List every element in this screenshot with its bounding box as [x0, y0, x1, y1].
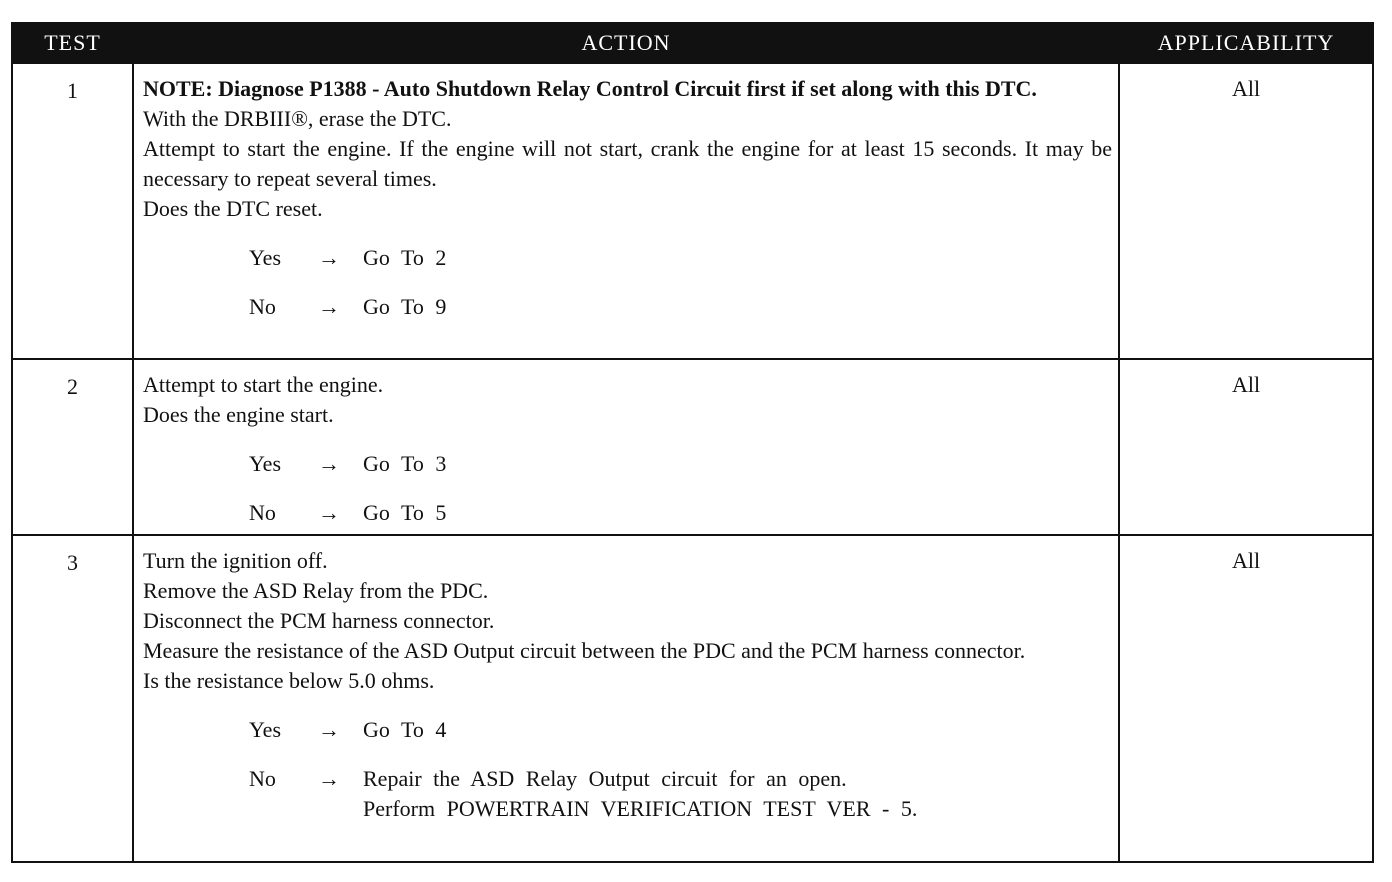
header-applicability: APPLICABILITY [1119, 23, 1373, 63]
action-line: Remove the ASD Relay from the PDC. [143, 578, 489, 603]
branch-answer: No [249, 500, 276, 525]
header-action: ACTION [133, 23, 1119, 63]
branch-result: Go To 4 [363, 717, 447, 742]
branch-answer: Yes [249, 717, 282, 742]
right-arrow-icon: → [318, 451, 340, 476]
branch-result: Go To 3 [363, 451, 447, 476]
applicability-value: All [1119, 63, 1373, 359]
action-line: Is the resistance below 5.0 ohms. [143, 668, 435, 693]
action-line: Attempt to start the engine. [143, 372, 384, 397]
branch-yes [249, 243, 1112, 273]
test-number: 2 [12, 359, 133, 535]
action-line: Attempt to start the engine. If the engine will not start, crank the engine for at least 15 seconds. It may be necessary to repeat several times. [143, 136, 1112, 191]
branch-answer: No [249, 294, 276, 319]
test-number: 3 [12, 535, 133, 862]
branch-result: Go To 2 [363, 245, 447, 270]
right-arrow-icon: → [318, 717, 340, 742]
applicability-value: All [1119, 359, 1373, 535]
applicability-value: All [1119, 535, 1373, 862]
right-arrow-icon: → [318, 245, 340, 270]
table-row [12, 535, 1373, 862]
action-line: Measure the resistance of the ASD Output circuit between the PDC and the PCM harness connector. [143, 638, 1026, 663]
action-cell [133, 535, 1119, 862]
branch-no [249, 292, 1112, 322]
branch-yes [249, 449, 1112, 479]
branch-result [363, 764, 1112, 824]
action-line: Does the DTC reset. [143, 196, 323, 221]
table-row [12, 63, 1373, 359]
header-test: TEST [12, 23, 133, 63]
branch-answer: Yes [249, 245, 282, 270]
branch-no [249, 764, 1112, 824]
table-header-row [12, 23, 1373, 63]
action-line: With the DRBIII®, erase the DTC. [143, 106, 452, 131]
right-arrow-icon: → [318, 766, 340, 791]
table-row [12, 359, 1373, 535]
branch-result-line: Repair the ASD Relay Output circuit for an open. [363, 766, 847, 791]
action-line: Disconnect the PCM harness connector. [143, 608, 495, 633]
branch-yes [249, 715, 1112, 745]
test-number: 1 [12, 63, 133, 359]
action-line: Does the engine start. [143, 402, 334, 427]
branch-answer: No [249, 766, 276, 791]
note-text: NOTE: Diagnose P1388 - Auto Shutdown Relay Control Circuit first if set along with this DTC. [143, 76, 1037, 101]
branch-answer: Yes [249, 451, 282, 476]
branch-result: Go To 5 [363, 500, 447, 525]
branch-result: Go To 9 [363, 294, 447, 319]
diagnostic-test-table [11, 22, 1374, 863]
action-cell [133, 359, 1119, 535]
right-arrow-icon: → [318, 294, 340, 319]
branch-result-line: Perform POWERTRAIN VERIFICATION TEST VER - 5. [363, 796, 918, 821]
action-cell [133, 63, 1119, 359]
branch-no [249, 498, 1112, 528]
right-arrow-icon: → [318, 500, 340, 525]
action-line: Turn the ignition off. [143, 548, 328, 573]
